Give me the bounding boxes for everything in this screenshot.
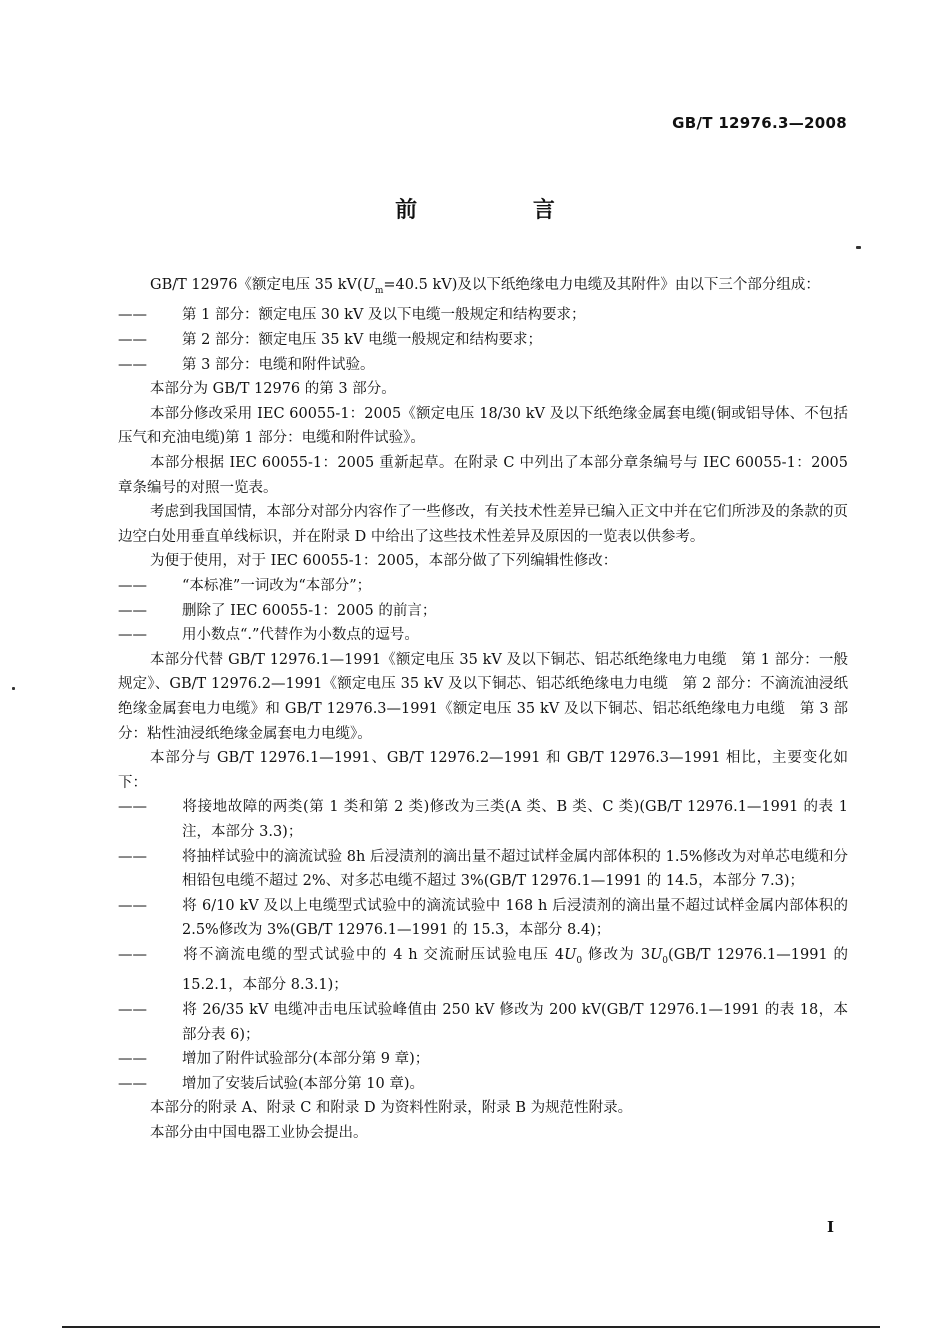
dash-marker: —— — [118, 602, 147, 619]
list-item-text: 增加了安装后试验(本部分第 10 章)。 — [182, 1075, 424, 1092]
dash-marker: —— — [118, 307, 147, 324]
list-item — [118, 894, 848, 943]
dash-marker: —— — [118, 627, 147, 644]
list-item — [118, 328, 848, 353]
dash-marker: —— — [118, 356, 147, 373]
dash-marker: —— — [118, 1051, 147, 1068]
dash-marker: —— — [118, 332, 147, 349]
paragraph: 本部分代替 GB/T 12976.1—1991《额定电压 35 kV 及以下铜芯、铝芯纸绝缘电力电缆 第 1 部分：一般规定》、GB/T 12976.2—1991《额定电压 35 kV 及以下铜芯、铝芯纸绝缘电力电缆 第 2 部分：不滴流油浸纸绝缘金属套电力电缆》和 GB/T 12976.3—1991《额定电压 35 kV 及以下铜芯、铝芯纸绝缘电力电缆 第 3 部分：粘性油浸纸绝缘金属套电力电缆》。 — [118, 651, 848, 742]
dash-marker: —— — [118, 897, 147, 914]
list-item-text: 增加了附件试验部分(本部分第 9 章)； — [182, 1051, 430, 1068]
scan-speck — [856, 246, 861, 249]
dash-marker: —— — [118, 578, 147, 595]
list-item-text: 删除了 IEC 60055-1：2005 的前言； — [182, 602, 437, 619]
list-item-text: 第 1 部分：额定电压 30 kV 及以下电缆一般规定和结构要求； — [182, 307, 586, 324]
paragraph: 本部分的附录 A、附录 C 和附录 D 为资料性附录，附录 B 为规范性附录。 — [150, 1100, 633, 1117]
foreword-body — [118, 273, 848, 1146]
paragraph: 为便于使用，对于 IEC 60055-1：2005，本部分做了下列编辑性修改： — [150, 553, 618, 570]
dash-marker: —— — [118, 946, 147, 963]
list-item-text: 第 3 部分：电缆和附件试验。 — [182, 356, 375, 373]
list-item — [118, 998, 848, 1047]
paragraph: 本部分为 GB/T 12976 的第 3 部分。 — [150, 381, 396, 398]
page-number: I — [826, 1218, 834, 1236]
standard-number: GB/T 12976.3—2008 — [672, 114, 847, 132]
list-item — [118, 574, 848, 599]
intro-paragraph: GB/T 12976《额定电压 35 $kV(U_m=40.5$ kV)及以下纸绝缘电力电缆及其附件》由以下三个部分组成： — [150, 277, 820, 296]
list-item-text: 将 6/10 kV 及以上电缆型式试验中的滴流试验中 168 h 后浸渍剂的滴出量不超过试样金属内部体积的 2.5%修改为 3%(GB/T 12976.1—1991 的 15.3，本部分 8.4)； — [182, 897, 848, 939]
list-item-text: “本标准”一词改为“本部分”； — [182, 578, 372, 595]
bottom-divider — [62, 1326, 880, 1328]
dash-marker: —— — [118, 1002, 147, 1018]
list-item-text: 将 26/35 kV 电缆冲击电压试验峰值由 250 kV 修改为 200 kV(GB/T 12976.1—1991 的表 18，本部分表 6)； — [182, 1002, 848, 1043]
list-item — [118, 943, 848, 998]
dash-marker: —— — [118, 799, 147, 816]
paragraph: 本部分修改采用 IEC 60055-1：2005《额定电压 18/30 kV 及以下纸绝缘金属套电缆(铜或铝导体、不包括压气和充油电缆)第 1 部分：电缆和附件试验》。 — [118, 405, 848, 447]
paragraph: 考虑到我国国情，本部分对部分内容作了一些修改，有关技术性差异已编入正文中并在它们所涉及的条款的页边空白处用垂直单线标识，并在附录 D 中给出了这些技术性差异及原因的一览表以供参考。 — [118, 504, 848, 545]
dash-marker: —— — [118, 1075, 147, 1092]
list-item — [118, 845, 848, 894]
list-item-text: 用小数点“.”代替作为小数点的逗号。 — [182, 627, 419, 644]
list-item-text: 第 2 部分：额定电压 35 kV 电缆一般规定和结构要求； — [182, 332, 542, 349]
list-item-text: 将接地故障的两类(第 1 类和第 2 类)修改为三类(A 类、B 类、C 类)(GB/T 12976.1—1991 的表 1 注，本部分 3.3)； — [182, 799, 848, 840]
list-item — [118, 795, 848, 844]
list-item — [118, 353, 848, 378]
list-item — [118, 303, 848, 328]
list-item — [118, 623, 848, 648]
paragraph: 本部分与 GB/T 12976.1—1991、GB/T 12976.2—1991 和 GB/T 12976.3—1991 相比，主要变化如下： — [118, 750, 848, 791]
paragraph: 本部分由中国电器工业协会提出。 — [150, 1124, 368, 1141]
scan-speck — [12, 687, 15, 690]
list-item — [118, 1072, 848, 1097]
page-title: 前 言 — [395, 198, 609, 223]
list-item-text: 将不滴流电缆的型式试验中的 4 h 交流耐压试验电压 $4U_0$ 修改为 $3U_0(GB/T$ 12976.1—1991 的 15.2.1，本部分 8.3.1)； — [182, 946, 848, 994]
paragraph: 本部分根据 IEC 60055-1：2005 重新起草。在附录 C 中列出了本部分章条编号与 IEC 60055-1：2005 章条编号的对照一览表。 — [118, 455, 848, 496]
dash-marker: —— — [118, 848, 147, 865]
list-item — [118, 599, 848, 624]
list-item — [118, 1047, 848, 1072]
list-item-text: 将抽样试验中的滴流试验 8h 后浸渍剂的滴出量不超过试样金属内部体积的 1.5%修改为对单芯电缆和分相铅包电缆不超过 2%、对多芯电缆不超过 3%(GB/T 12976.1—1991 的 14.5，本部分 7.3)； — [182, 848, 848, 890]
